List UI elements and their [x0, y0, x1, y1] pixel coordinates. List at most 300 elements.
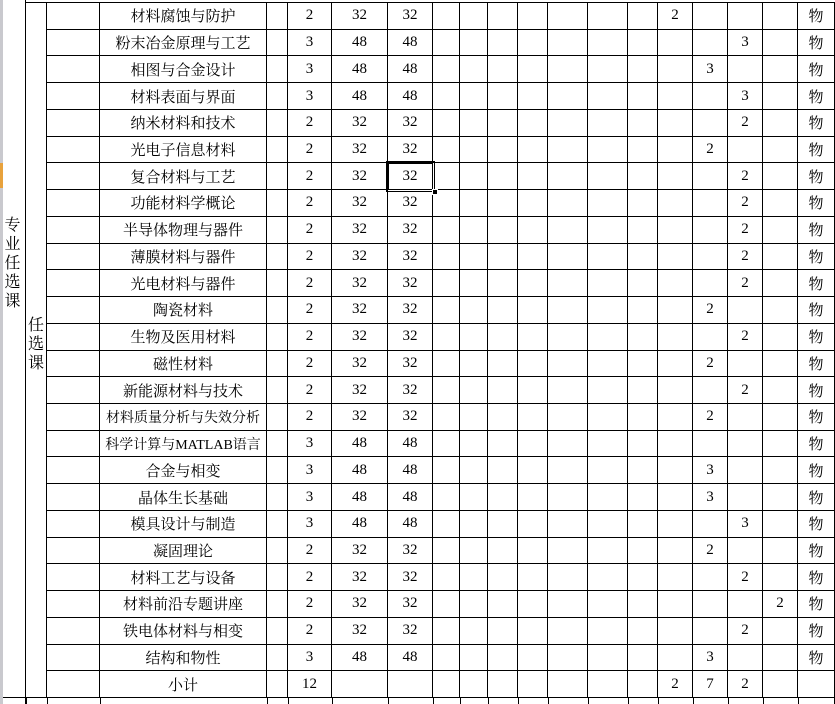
empty-cell[interactable] [628, 484, 658, 511]
empty-cell[interactable] [548, 404, 588, 431]
summary-semester-cell-c[interactable]: 2 [728, 671, 763, 698]
semester-cell-a[interactable] [658, 244, 693, 271]
semester-cell-b[interactable] [693, 377, 728, 404]
department-cell[interactable]: 物 [798, 457, 835, 484]
summary-semester-cell-d[interactable] [763, 671, 798, 698]
department-cell[interactable]: 物 [798, 217, 835, 244]
empty-cell[interactable] [518, 645, 548, 672]
empty-cell[interactable] [488, 377, 518, 404]
empty-cell[interactable] [518, 618, 548, 645]
empty-cell[interactable] [488, 431, 518, 458]
department-cell[interactable]: 物 [798, 377, 835, 404]
empty-cell[interactable] [488, 484, 518, 511]
semester-cell-a[interactable] [658, 270, 693, 297]
empty-cell[interactable] [588, 351, 628, 378]
course-name-cell[interactable]: 材料腐蚀与防护 [100, 3, 267, 30]
empty-cell[interactable] [518, 270, 548, 297]
hours-total-cell[interactable]: 48 [332, 56, 388, 83]
department-cell[interactable]: 物 [798, 163, 835, 190]
semester-cell-b[interactable] [693, 244, 728, 271]
empty-cell[interactable] [588, 110, 628, 137]
empty-cell[interactable] [628, 404, 658, 431]
empty-cell[interactable] [518, 3, 548, 30]
semester-cell-d[interactable] [763, 110, 798, 137]
semester-cell-a[interactable] [658, 377, 693, 404]
empty-cell[interactable] [488, 217, 518, 244]
empty-cell[interactable] [488, 83, 518, 110]
semester-cell-c[interactable]: 2 [728, 110, 763, 137]
empty-cell[interactable] [518, 217, 548, 244]
empty-cell[interactable] [588, 538, 628, 565]
spacer-cell[interactable] [267, 110, 288, 137]
empty-cell[interactable] [460, 244, 488, 271]
empty-cell[interactable] [588, 270, 628, 297]
semester-cell-a[interactable] [658, 110, 693, 137]
hours-lecture-cell[interactable]: 32 [388, 377, 433, 404]
empty-cell[interactable] [628, 297, 658, 324]
empty-cell[interactable] [548, 457, 588, 484]
spacer-cell[interactable] [267, 484, 288, 511]
spacer-cell[interactable] [267, 591, 288, 618]
course-name-cell[interactable]: 光电子信息材料 [100, 137, 267, 164]
semester-cell-b[interactable]: 2 [693, 297, 728, 324]
credits-cell[interactable]: 3 [288, 30, 332, 57]
semester-cell-c[interactable] [728, 591, 763, 618]
empty-cell[interactable] [488, 163, 518, 190]
empty-cell[interactable] [518, 56, 548, 83]
semester-cell-d[interactable]: 2 [763, 591, 798, 618]
empty-cell[interactable] [460, 297, 488, 324]
summary-department-cell[interactable] [798, 671, 835, 698]
credits-cell[interactable]: 3 [288, 645, 332, 672]
empty-cell[interactable] [518, 190, 548, 217]
course-name-cell[interactable]: 铁电体材料与相变 [100, 618, 267, 645]
empty-cell[interactable] [433, 564, 460, 591]
spacer-cell[interactable] [267, 457, 288, 484]
empty-cell[interactable] [548, 431, 588, 458]
empty-cell[interactable] [460, 270, 488, 297]
department-cell[interactable]: 物 [798, 83, 835, 110]
empty-cell[interactable] [488, 538, 518, 565]
course-name-cell[interactable]: 材料质量分析与失效分析 [100, 404, 267, 431]
department-cell[interactable]: 物 [798, 30, 835, 57]
department-cell[interactable]: 物 [798, 564, 835, 591]
rowgroup-spacer-cell[interactable] [47, 351, 100, 378]
spacer-cell[interactable] [267, 270, 288, 297]
semester-cell-b[interactable]: 2 [693, 137, 728, 164]
rowgroup-spacer-cell[interactable] [47, 324, 100, 351]
semester-cell-c[interactable] [728, 457, 763, 484]
spacer-cell[interactable] [267, 190, 288, 217]
empty-cell[interactable] [628, 511, 658, 538]
semester-cell-a[interactable] [658, 511, 693, 538]
empty-cell[interactable] [628, 377, 658, 404]
semester-cell-c[interactable]: 3 [728, 83, 763, 110]
empty-cell[interactable] [588, 484, 628, 511]
course-name-cell[interactable]: 复合材料与工艺 [100, 163, 267, 190]
department-cell[interactable]: 物 [798, 3, 835, 30]
semester-cell-d[interactable] [763, 645, 798, 672]
summary-empty-cell[interactable] [588, 671, 628, 698]
rowgroup-spacer-cell[interactable] [47, 591, 100, 618]
rowgroup-spacer-cell[interactable] [47, 511, 100, 538]
hours-total-cell[interactable]: 32 [332, 324, 388, 351]
empty-cell[interactable] [518, 377, 548, 404]
credits-cell[interactable]: 2 [288, 137, 332, 164]
empty-cell[interactable] [588, 564, 628, 591]
spacer-cell[interactable] [267, 431, 288, 458]
empty-cell[interactable] [588, 163, 628, 190]
hours-lecture-cell[interactable]: 48 [388, 56, 433, 83]
credits-cell[interactable]: 2 [288, 190, 332, 217]
empty-cell[interactable] [588, 137, 628, 164]
empty-cell[interactable] [548, 56, 588, 83]
semester-cell-b[interactable]: 2 [693, 538, 728, 565]
semester-cell-c[interactable]: 3 [728, 30, 763, 57]
empty-cell[interactable] [518, 591, 548, 618]
empty-cell[interactable] [548, 83, 588, 110]
semester-cell-d[interactable] [763, 3, 798, 30]
empty-cell[interactable] [518, 351, 548, 378]
course-name-cell[interactable]: 粉末冶金原理与工艺 [100, 30, 267, 57]
empty-cell[interactable] [488, 3, 518, 30]
semester-cell-a[interactable] [658, 190, 693, 217]
summary-semester-cell-a[interactable]: 2 [658, 671, 693, 698]
semester-cell-d[interactable] [763, 56, 798, 83]
hours-lecture-cell[interactable]: 32 [388, 564, 433, 591]
department-cell[interactable]: 物 [798, 190, 835, 217]
empty-cell[interactable] [488, 270, 518, 297]
hours-total-cell[interactable]: 48 [332, 431, 388, 458]
empty-cell[interactable] [488, 110, 518, 137]
department-cell[interactable]: 物 [798, 110, 835, 137]
empty-cell[interactable] [548, 591, 588, 618]
hours-total-cell[interactable]: 32 [332, 110, 388, 137]
credits-cell[interactable]: 3 [288, 56, 332, 83]
empty-cell[interactable] [460, 351, 488, 378]
hours-lecture-cell[interactable]: 32 [388, 351, 433, 378]
course-name-cell[interactable]: 相图与合金设计 [100, 56, 267, 83]
spacer-cell[interactable] [267, 538, 288, 565]
empty-cell[interactable] [628, 244, 658, 271]
empty-cell[interactable] [433, 645, 460, 672]
empty-cell[interactable] [518, 297, 548, 324]
hours-lecture-cell[interactable]: 48 [388, 431, 433, 458]
credits-cell[interactable]: 2 [288, 404, 332, 431]
credits-cell[interactable]: 2 [288, 217, 332, 244]
empty-cell[interactable] [433, 484, 460, 511]
semester-cell-a[interactable] [658, 538, 693, 565]
semester-cell-b[interactable]: 3 [693, 484, 728, 511]
semester-cell-c[interactable]: 2 [728, 217, 763, 244]
semester-cell-b[interactable] [693, 618, 728, 645]
empty-cell[interactable] [628, 538, 658, 565]
semester-cell-d[interactable] [763, 137, 798, 164]
course-name-cell[interactable]: 材料工艺与设备 [100, 564, 267, 591]
empty-cell[interactable] [548, 244, 588, 271]
hours-total-cell[interactable]: 48 [332, 645, 388, 672]
rowgroup-spacer-cell[interactable] [47, 270, 100, 297]
summary-semester-cell-b[interactable]: 7 [693, 671, 728, 698]
hours-total-cell[interactable]: 48 [332, 511, 388, 538]
semester-cell-b[interactable] [693, 3, 728, 30]
empty-cell[interactable] [588, 377, 628, 404]
credits-cell[interactable]: 2 [288, 3, 332, 30]
empty-cell[interactable] [433, 217, 460, 244]
spacer-cell[interactable] [267, 297, 288, 324]
empty-cell[interactable] [548, 110, 588, 137]
hours-total-cell[interactable]: 48 [332, 83, 388, 110]
credits-cell[interactable]: 2 [288, 297, 332, 324]
spacer-cell[interactable] [267, 351, 288, 378]
semester-cell-d[interactable] [763, 538, 798, 565]
course-name-cell[interactable]: 新能源材料与技术 [100, 377, 267, 404]
semester-cell-d[interactable] [763, 163, 798, 190]
credits-cell[interactable]: 2 [288, 377, 332, 404]
hours-total-cell[interactable]: 32 [332, 538, 388, 565]
empty-cell[interactable] [460, 3, 488, 30]
empty-cell[interactable] [433, 163, 460, 190]
empty-cell[interactable] [518, 431, 548, 458]
empty-cell[interactable] [628, 190, 658, 217]
semester-cell-b[interactable] [693, 163, 728, 190]
semester-cell-b[interactable]: 3 [693, 56, 728, 83]
empty-cell[interactable] [433, 56, 460, 83]
empty-cell[interactable] [488, 351, 518, 378]
empty-cell[interactable] [460, 83, 488, 110]
semester-cell-b[interactable] [693, 83, 728, 110]
spacer-cell[interactable] [267, 645, 288, 672]
semester-cell-d[interactable] [763, 270, 798, 297]
empty-cell[interactable] [628, 83, 658, 110]
empty-cell[interactable] [518, 564, 548, 591]
empty-cell[interactable] [548, 377, 588, 404]
empty-cell[interactable] [488, 404, 518, 431]
empty-cell[interactable] [518, 484, 548, 511]
semester-cell-b[interactable] [693, 511, 728, 538]
department-cell[interactable]: 物 [798, 244, 835, 271]
hours-total-cell[interactable]: 32 [332, 297, 388, 324]
summary-empty-cell[interactable] [460, 671, 488, 698]
hours-total-cell[interactable]: 32 [332, 404, 388, 431]
empty-cell[interactable] [488, 457, 518, 484]
empty-cell[interactable] [628, 56, 658, 83]
hours-lecture-cell[interactable]: 32 [388, 591, 433, 618]
department-cell[interactable]: 物 [798, 56, 835, 83]
semester-cell-a[interactable] [658, 324, 693, 351]
semester-cell-c[interactable] [728, 484, 763, 511]
course-name-cell[interactable]: 科学计算与MATLAB语言 [100, 431, 267, 458]
empty-cell[interactable] [588, 190, 628, 217]
empty-cell[interactable] [433, 270, 460, 297]
hours-lecture-cell[interactable]: 32 [388, 404, 433, 431]
summary-hours-total-cell[interactable] [332, 671, 388, 698]
course-name-cell[interactable]: 结构和物性 [100, 645, 267, 672]
semester-cell-b[interactable] [693, 217, 728, 244]
semester-cell-b[interactable]: 2 [693, 351, 728, 378]
empty-cell[interactable] [518, 137, 548, 164]
rowgroup-spacer-cell[interactable] [47, 538, 100, 565]
empty-cell[interactable] [588, 431, 628, 458]
rowgroup-spacer-cell[interactable] [47, 404, 100, 431]
course-name-cell[interactable]: 生物及医用材料 [100, 324, 267, 351]
empty-cell[interactable] [628, 30, 658, 57]
semester-cell-b[interactable] [693, 564, 728, 591]
summary-course-name-cell[interactable]: 小计 [100, 671, 267, 698]
empty-cell[interactable] [460, 137, 488, 164]
rowgroup-spacer-cell[interactable] [47, 83, 100, 110]
credits-cell[interactable]: 2 [288, 564, 332, 591]
empty-cell[interactable] [460, 217, 488, 244]
course-name-cell[interactable]: 晶体生长基础 [100, 484, 267, 511]
rowgroup-spacer-cell[interactable] [47, 190, 100, 217]
empty-cell[interactable] [628, 324, 658, 351]
course-name-cell[interactable]: 半导体物理与器件 [100, 217, 267, 244]
empty-cell[interactable] [548, 190, 588, 217]
empty-cell[interactable] [548, 351, 588, 378]
rowgroup-spacer-cell[interactable] [47, 457, 100, 484]
empty-cell[interactable] [488, 618, 518, 645]
hours-lecture-cell[interactable]: 32 [388, 538, 433, 565]
empty-cell[interactable] [588, 457, 628, 484]
empty-cell[interactable] [628, 110, 658, 137]
empty-cell[interactable] [548, 3, 588, 30]
semester-cell-d[interactable] [763, 511, 798, 538]
hours-lecture-cell[interactable]: 32 [388, 110, 433, 137]
semester-cell-b[interactable] [693, 110, 728, 137]
department-cell[interactable]: 物 [798, 351, 835, 378]
empty-cell[interactable] [548, 618, 588, 645]
spacer-cell[interactable] [267, 137, 288, 164]
credits-cell[interactable]: 2 [288, 270, 332, 297]
empty-cell[interactable] [518, 244, 548, 271]
empty-cell[interactable] [460, 564, 488, 591]
credits-cell[interactable]: 2 [288, 110, 332, 137]
group-cell-elective[interactable] [26, 2, 47, 698]
hours-total-cell[interactable]: 32 [332, 618, 388, 645]
hours-lecture-cell[interactable]: 32 [388, 618, 433, 645]
empty-cell[interactable] [588, 324, 628, 351]
department-cell[interactable]: 物 [798, 404, 835, 431]
semester-cell-c[interactable] [728, 404, 763, 431]
group-cell-elective-major[interactable] [0, 0, 26, 704]
credits-cell[interactable]: 2 [288, 163, 332, 190]
hours-total-cell[interactable]: 48 [332, 30, 388, 57]
empty-cell[interactable] [518, 404, 548, 431]
credits-cell[interactable]: 3 [288, 83, 332, 110]
empty-cell[interactable] [460, 538, 488, 565]
empty-cell[interactable] [460, 190, 488, 217]
semester-cell-d[interactable] [763, 618, 798, 645]
spacer-cell[interactable] [267, 377, 288, 404]
course-name-cell[interactable]: 薄膜材料与器件 [100, 244, 267, 271]
empty-cell[interactable] [628, 564, 658, 591]
hours-total-cell[interactable]: 32 [332, 163, 388, 190]
summary-empty-cell[interactable] [628, 671, 658, 698]
course-name-cell[interactable]: 材料表面与界面 [100, 83, 267, 110]
semester-cell-b[interactable]: 2 [693, 404, 728, 431]
semester-cell-c[interactable] [728, 3, 763, 30]
hours-lecture-cell[interactable]: 48 [388, 511, 433, 538]
summary-empty-cell[interactable] [433, 671, 460, 698]
empty-cell[interactable] [518, 30, 548, 57]
empty-cell[interactable] [488, 591, 518, 618]
empty-cell[interactable] [488, 137, 518, 164]
empty-cell[interactable] [588, 404, 628, 431]
rowgroup-spacer-cell[interactable] [47, 431, 100, 458]
empty-cell[interactable] [433, 83, 460, 110]
spacer-cell[interactable] [267, 564, 288, 591]
hours-lecture-cell[interactable]: 48 [388, 83, 433, 110]
empty-cell[interactable] [433, 297, 460, 324]
spacer-cell[interactable] [267, 3, 288, 30]
semester-cell-d[interactable] [763, 244, 798, 271]
empty-cell[interactable] [588, 511, 628, 538]
empty-cell[interactable] [488, 297, 518, 324]
semester-cell-a[interactable] [658, 56, 693, 83]
semester-cell-a[interactable] [658, 457, 693, 484]
empty-cell[interactable] [548, 217, 588, 244]
empty-cell[interactable] [548, 324, 588, 351]
department-cell[interactable]: 物 [798, 618, 835, 645]
empty-cell[interactable] [628, 137, 658, 164]
empty-cell[interactable] [628, 618, 658, 645]
spacer-cell[interactable] [267, 163, 288, 190]
empty-cell[interactable] [433, 377, 460, 404]
empty-cell[interactable] [588, 591, 628, 618]
empty-cell[interactable] [518, 511, 548, 538]
empty-cell[interactable] [588, 618, 628, 645]
semester-cell-d[interactable] [763, 484, 798, 511]
empty-cell[interactable] [488, 244, 518, 271]
course-name-cell[interactable]: 功能材料学概论 [100, 190, 267, 217]
hours-total-cell[interactable]: 32 [332, 591, 388, 618]
hours-total-cell[interactable]: 32 [332, 351, 388, 378]
empty-cell[interactable] [548, 137, 588, 164]
empty-cell[interactable] [433, 244, 460, 271]
semester-cell-c[interactable] [728, 137, 763, 164]
semester-cell-d[interactable] [763, 324, 798, 351]
empty-cell[interactable] [433, 431, 460, 458]
semester-cell-a[interactable] [658, 30, 693, 57]
department-cell[interactable]: 物 [798, 645, 835, 672]
semester-cell-c[interactable]: 2 [728, 564, 763, 591]
department-cell[interactable]: 物 [798, 270, 835, 297]
hours-lecture-cell[interactable]: 32 [388, 3, 433, 30]
spacer-cell[interactable] [267, 244, 288, 271]
hours-lecture-cell[interactable]: 32 [388, 297, 433, 324]
semester-cell-a[interactable] [658, 163, 693, 190]
empty-cell[interactable] [433, 190, 460, 217]
empty-cell[interactable] [433, 137, 460, 164]
semester-cell-d[interactable] [763, 83, 798, 110]
empty-cell[interactable] [588, 83, 628, 110]
hours-total-cell[interactable]: 48 [332, 457, 388, 484]
empty-cell[interactable] [518, 163, 548, 190]
credits-cell[interactable]: 3 [288, 431, 332, 458]
empty-cell[interactable] [433, 511, 460, 538]
empty-cell[interactable] [433, 591, 460, 618]
empty-cell[interactable] [460, 457, 488, 484]
empty-cell[interactable] [460, 431, 488, 458]
empty-cell[interactable] [548, 163, 588, 190]
semester-cell-a[interactable] [658, 431, 693, 458]
empty-cell[interactable] [588, 30, 628, 57]
hours-total-cell[interactable]: 32 [332, 270, 388, 297]
department-cell[interactable]: 物 [798, 297, 835, 324]
hours-lecture-cell[interactable]: 32 [388, 244, 433, 271]
department-cell[interactable]: 物 [798, 431, 835, 458]
